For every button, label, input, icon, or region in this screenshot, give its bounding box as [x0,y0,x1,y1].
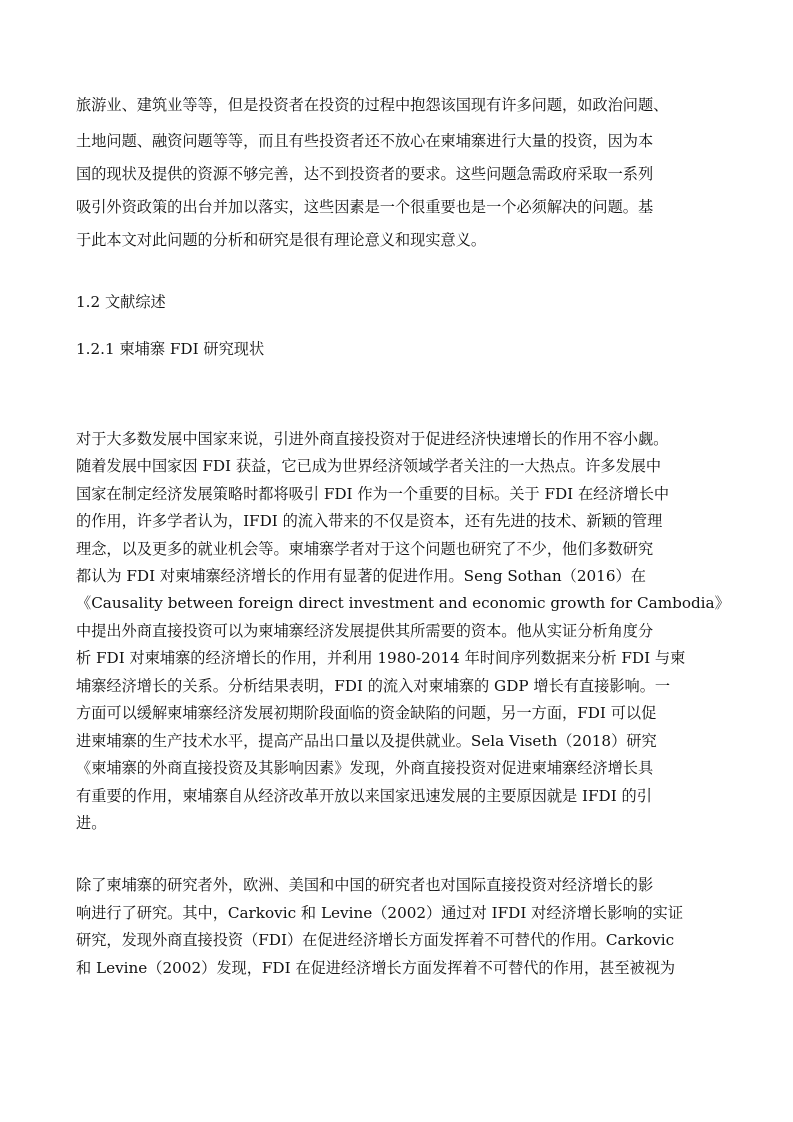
text-line: 中提出外商直接投资可以为柬埔寨经济发展提供其所需要的资本。他从实证分析角度分 [76,622,654,640]
section-heading-literature-review: 1.2 文献综述 [76,293,166,311]
text-line: 有重要的作用，柬埔寨自从经济改革开放以来国家迅速发展的主要原因就是 IFDI 的引 [76,787,652,805]
text-line: 析 FDI 对柬埔寨的经济增长的作用，并利用 1980-2014 年时间序列数据来分析 FDI 与柬 [76,649,686,667]
text-line: 对于大多数发展中国家来说，引进外商直接投资对于促进经济快速增长的作用不容小觑。 [76,430,669,448]
text-line: 于此本文对此问题的分析和研究是很有理论意义和现实意义。 [76,231,487,249]
text-line: 和 Levine（2002）发现，FDI 在促进经济增长方面发挥着不可替代的作用，甚至被视为 [76,959,676,977]
text-line: 理念，以及更多的就业机会等。柬埔寨学者对于这个问题也研究了不少，他们多数研究 [76,540,654,558]
text-line: 《Causality between foreign direct investment and economic growth for Cambodia》 [76,594,730,612]
text-line: 国的现状及提供的资源不够完善，达不到投资者的要求。这些问题急需政府采取一系列 [76,165,654,183]
text-line: 吸引外资政策的出台并加以落实，这些因素是一个很重要也是一个必须解决的问题。基 [76,198,654,216]
text-line: 国家在制定经济发展策略时都将吸引 FDI 作为一个重要的目标。关于 FDI 在经济增长中 [76,485,670,503]
subsection-heading-cambodia-fdi: 1.2.1 柬埔寨 FDI 研究现状 [76,340,265,358]
text-line: 随着发展中国家因 FDI 获益，它已成为世界经济领域学者关注的一大热点。许多发展中 [76,457,662,475]
text-line: 旅游业、建筑业等等，但是投资者在投资的过程中抱怨该国现有许多问题，如政治问题、 [76,96,669,114]
text-line: 埔寨经济增长的关系。分析结果表明，FDI 的流入对柬埔寨的 GDP 增长有直接影响。一 [76,677,671,695]
text-line: 研究，发现外商直接投资（FDI）在促进经济增长方面发挥着不可替代的作用。Carkovic [76,931,675,949]
text-line: 的作用，许多学者认为，IFDI 的流入带来的不仅是资本，还有先进的技术、新颖的管理 [76,512,663,530]
text-line: 进。 [76,814,107,832]
text-line: 进柬埔寨的生产技术水平，提高产品出口量以及提供就业。Sela Viseth（2018）研究 [76,732,657,750]
text-line: 响进行了研究。其中，Carkovic 和 Levine（2002）通过对 IFDI 对经济增长影响的实证 [76,904,684,922]
text-line: 《柬埔寨的外商直接投资及其影响因素》发现，外商直接投资对促进柬埔寨经济增长具 [76,759,654,777]
text-line: 土地问题、融资问题等等，而且有些投资者还不放心在柬埔寨进行大量的投资，因为本 [76,132,654,150]
text-line: 除了柬埔寨的研究者外，欧洲、美国和中国的研究者也对国际直接投资对经济增长的影 [76,876,654,894]
text-line: 都认为 FDI 对柬埔寨经济增长的作用有显著的促进作用。Seng Sothan（2016）在 [76,567,646,585]
text-line: 方面可以缓解柬埔寨经济发展初期阶段面临的资金缺陷的问题，另一方面，FDI 可以促 [76,704,657,722]
